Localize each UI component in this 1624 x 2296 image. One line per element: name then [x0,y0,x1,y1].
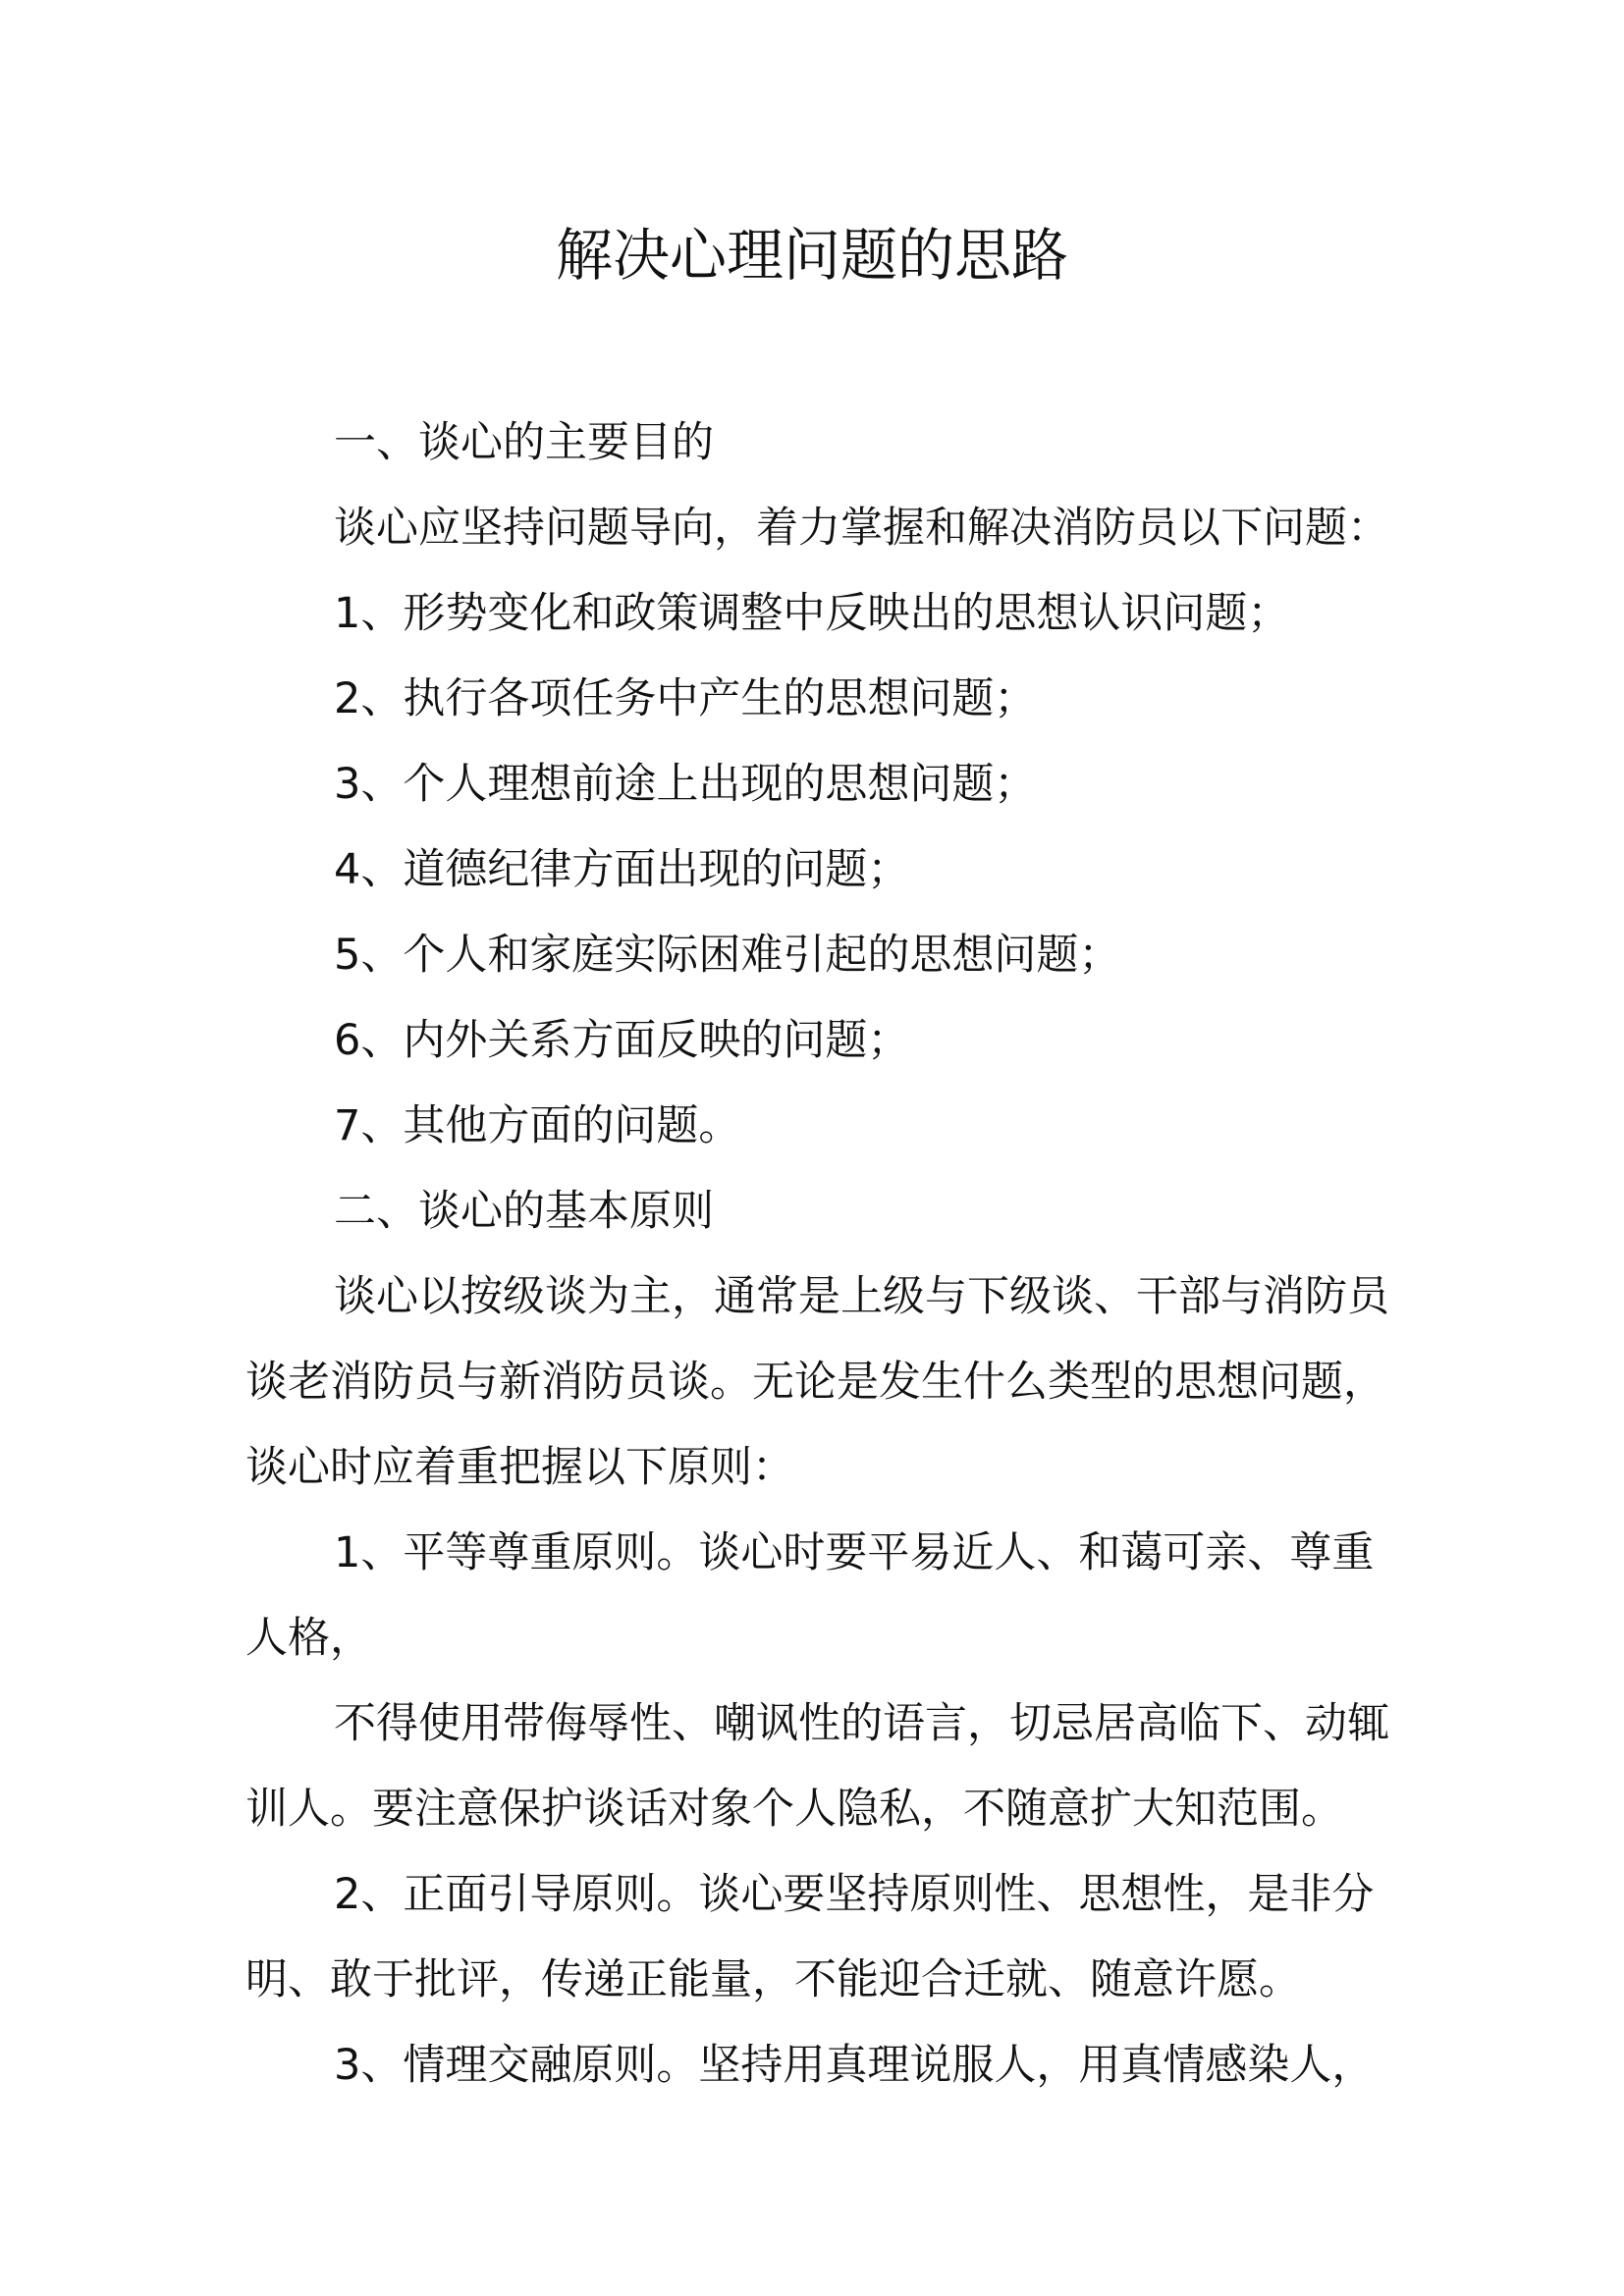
list-item: 3、个人理想前途上出现的思想问题； [334,760,1037,809]
list-item: 7、其他方面的问题。 [334,1101,741,1150]
paragraph: 谈心应坚持问题导向，着力掌握和解决消防员以下问题： [334,504,1389,553]
paragraph: 不得使用带侮辱性、嘲讽性的语言，切忌居高临下、动辄训人。要注意保护谈话对象个人隐私，不随意扩大知范围。 [245,1699,1389,1834]
heading-section-2: 二、谈心的基本原则 [334,1187,714,1236]
list-item: 6、内外关系方面反映的问题； [334,1016,910,1065]
paragraph: 3、情理交融原则。坚持用真理说服人，用真情感染人， [334,2041,1375,2090]
paragraph: 1、平等尊重原则。谈心时要平易近人、和蔼可亲、尊重人格， [245,1528,1375,1663]
paragraph: 2、正面引导原则。谈心要坚持原则性、思想性，是非分明、敢于批评，传递正能量，不能迎合迁就、随意许愿。 [245,1870,1375,2004]
heading-section-1: 一、谈心的主要目的 [334,418,714,467]
list-item: 2、执行各项任务中产生的思想问题； [334,674,1037,723]
list-item: 1、形势变化和政策调整中反映出的思想认识问题； [334,589,1290,638]
document-title: 解决心理问题的思路 [555,222,1068,289]
paragraph: 谈心以按级谈为主，通常是上级与下级谈、干部与消防员谈老消防员与新消防员谈。无论是发生什么类型的思想问题，谈心时应着重把握以下原则： [245,1272,1389,1492]
list-item: 4、道德纪律方面出现的问题； [334,845,910,894]
list-item: 5、个人和家庭实际困难引起的思想问题； [334,931,1121,980]
